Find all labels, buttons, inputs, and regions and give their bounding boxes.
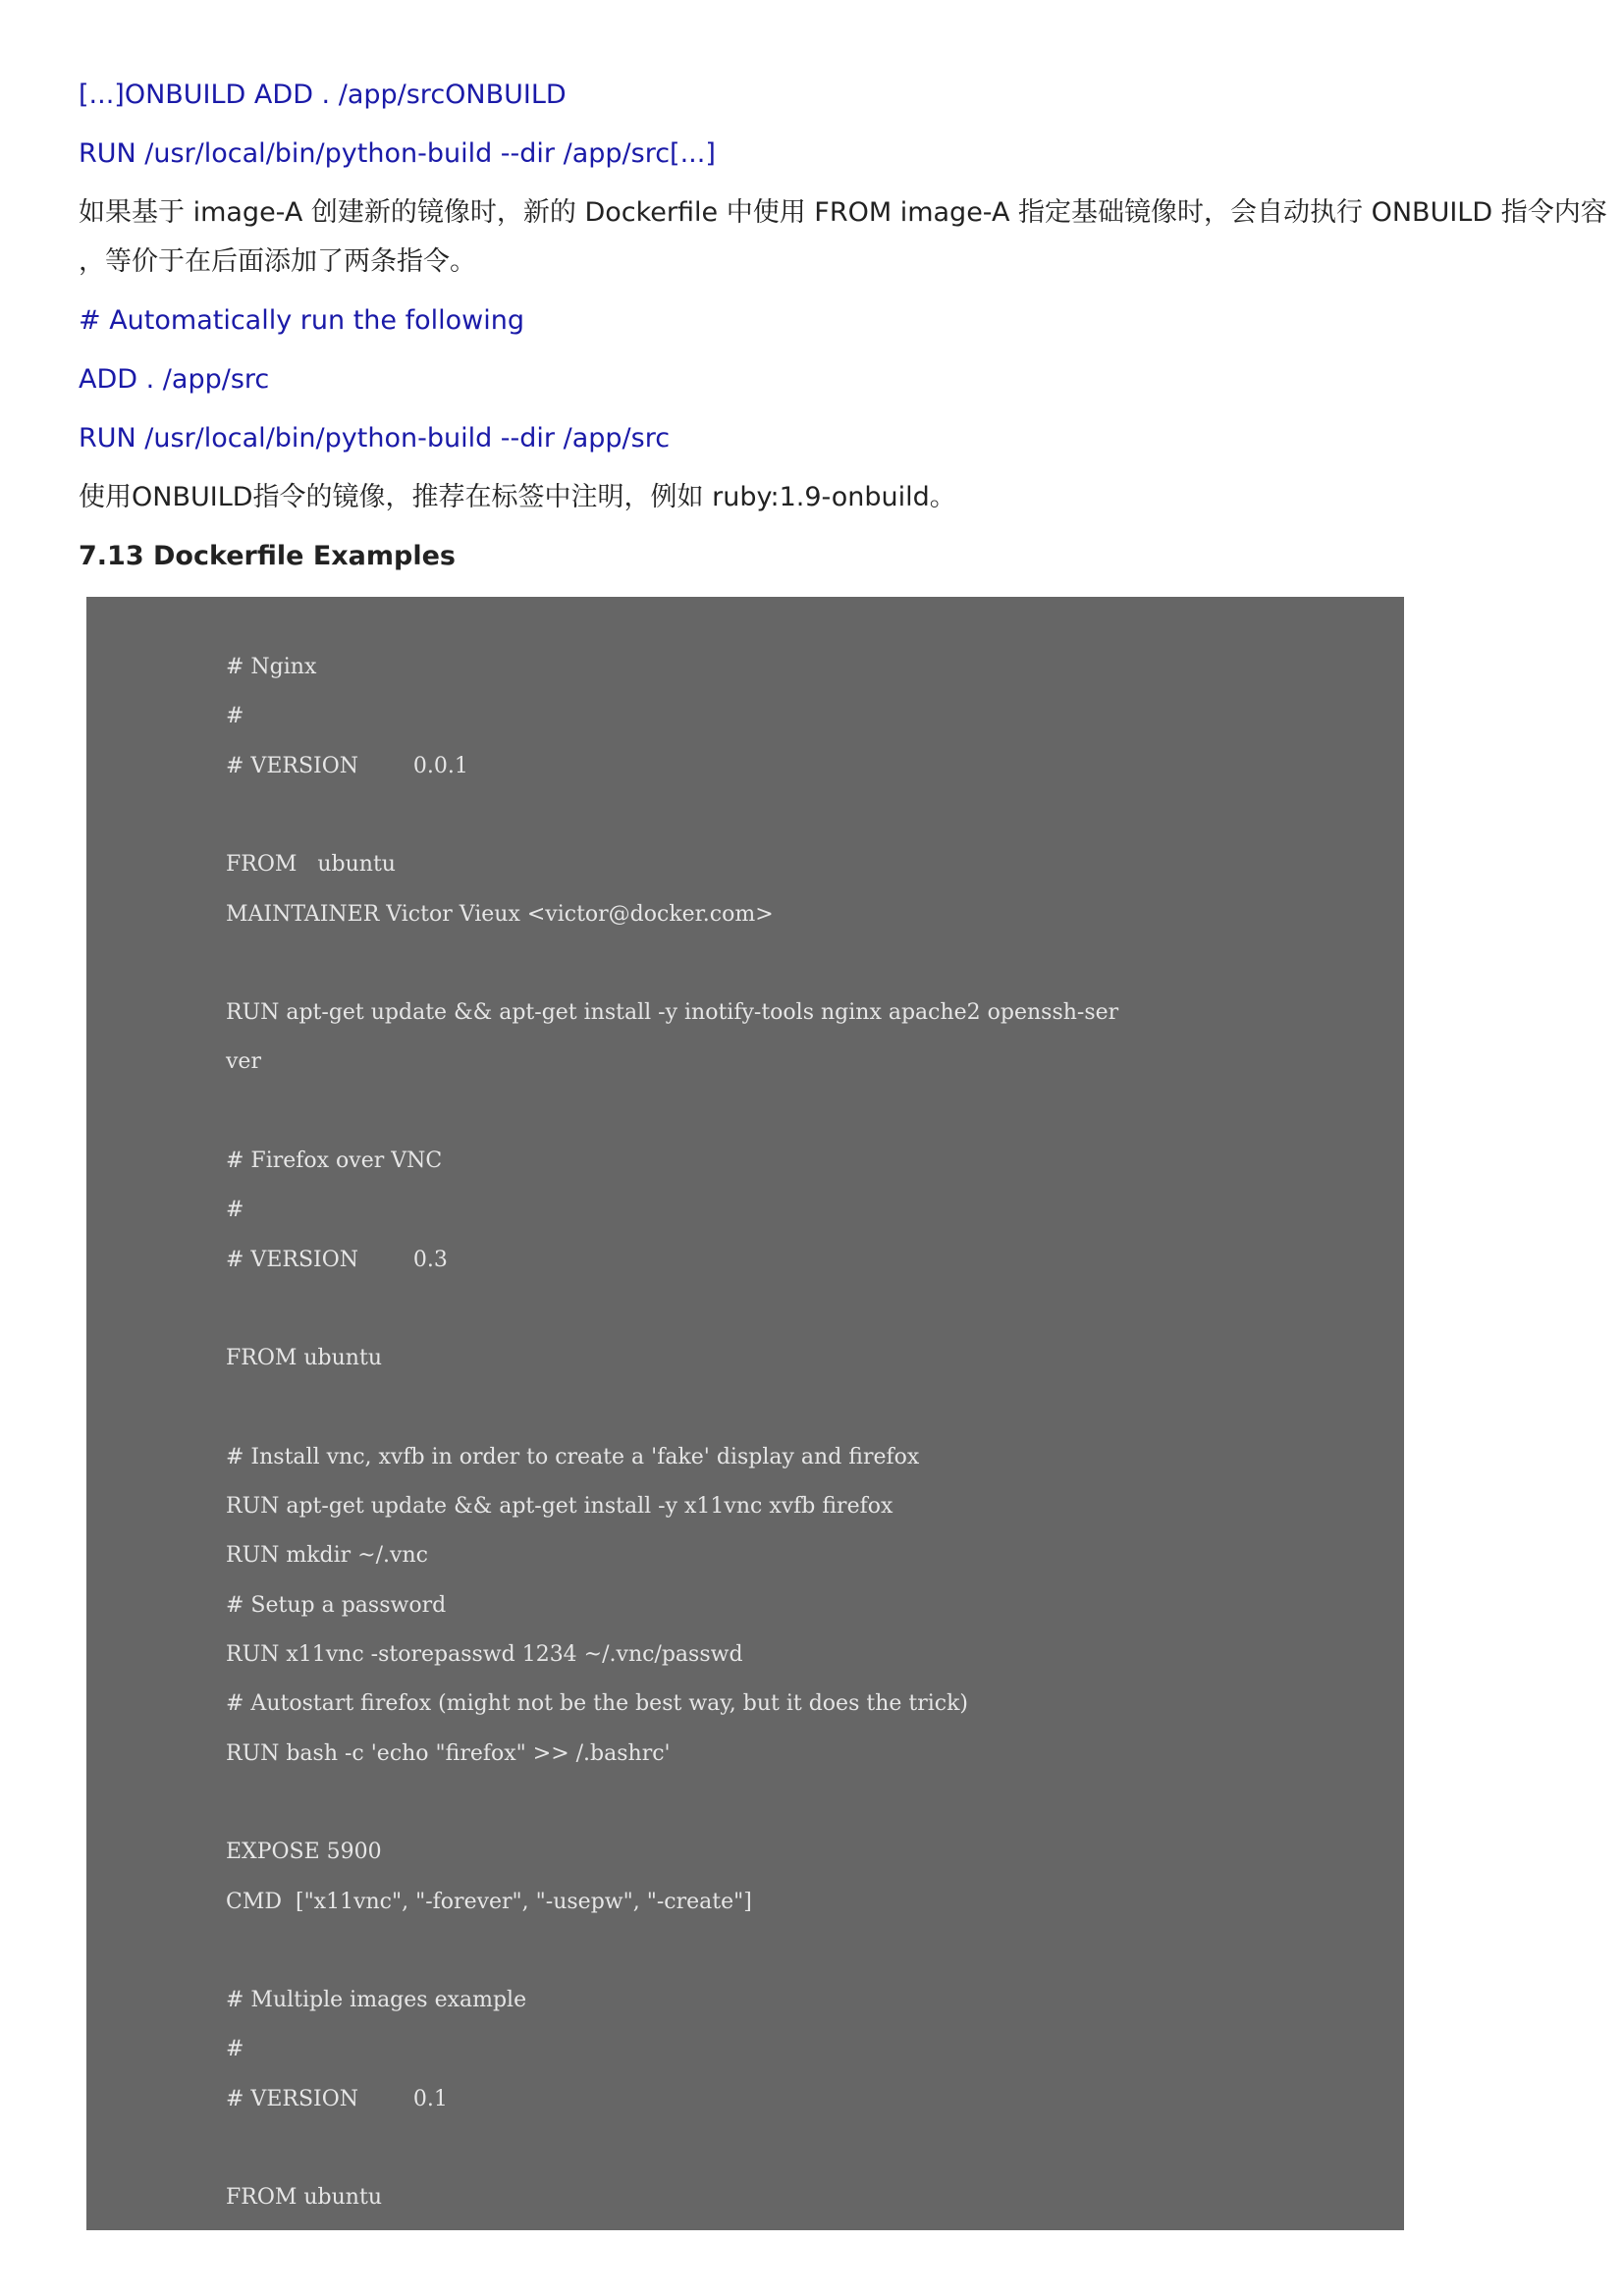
code-block bbox=[86, 597, 1404, 2230]
code-line: RUN mkdir ~/.vnc bbox=[226, 1543, 428, 1569]
code-line: EXPOSE 5900 bbox=[226, 1840, 382, 1865]
code-line: RUN x11vnc -storepasswd 1234 ~/.vnc/passwd bbox=[226, 1642, 743, 1667]
code-line: # bbox=[226, 704, 244, 729]
code-line: CMD ["x11vnc", "-forever", "-usepw", "-create"] bbox=[226, 1889, 752, 1914]
paragraph-line-1: 如果基于 image-A 创建新的镜像时，新的 Dockerfile 中使用 FROM image-A 指定基础镜像时，会自动执行 ONBUILD 指令内容 bbox=[79, 197, 1607, 228]
code-line: # bbox=[226, 1198, 244, 1223]
code-line: # Firefox over VNC bbox=[226, 1148, 443, 1173]
code-line: # Autostart firefox (might not be the best way, but it does the trick) bbox=[226, 1691, 969, 1717]
code-line: FROM ubuntu bbox=[226, 2185, 382, 2211]
code-line: # VERSION 0.0.1 bbox=[226, 753, 468, 778]
code-line: # bbox=[226, 2037, 244, 2062]
code-line: MAINTAINER Victor Vieux <victor@docker.com> bbox=[226, 901, 774, 927]
code-line: # VERSION 0.3 bbox=[226, 1247, 448, 1272]
code-line: FROM ubuntu bbox=[226, 1346, 382, 1371]
code-line: FROM ubuntu bbox=[226, 852, 396, 878]
section-heading: 7.13 Dockerfile Examples bbox=[79, 541, 456, 571]
code-line: RUN apt-get update && apt-get install -y x11vnc xvfb firefox bbox=[226, 1494, 893, 1520]
code-line: RUN apt-get update && apt-get install -y inotify-tools nginx apache2 openssh-ser bbox=[226, 1000, 1119, 1026]
code-line: # Multiple images example bbox=[226, 1988, 527, 2013]
intro-line-2: RUN /usr/local/bin/python-build --dir /app/src[...] bbox=[79, 138, 716, 169]
code-line: # VERSION 0.1 bbox=[226, 2086, 448, 2111]
intro-line-1: [...]ONBUILD ADD . /app/srcONBUILD bbox=[79, 80, 567, 110]
auto-line-1: # Automatically run the following bbox=[79, 305, 524, 336]
code-line: # Install vnc, xvfb in order to create a 'fake' display and firefox bbox=[226, 1444, 920, 1469]
auto-line-2: ADD . /app/src bbox=[79, 364, 270, 395]
code-line: ver bbox=[226, 1049, 261, 1075]
auto-line-3: RUN /usr/local/bin/python-build --dir /app/src bbox=[79, 423, 671, 454]
code-line: # Nginx bbox=[226, 655, 317, 679]
onbuild-note: 使用ONBUILD指令的镜像，推荐在标签中注明，例如 ruby:1.9-onbuild。 bbox=[79, 482, 956, 512]
code-line: # Setup a password bbox=[226, 1592, 447, 1618]
code-line: RUN bash -c 'echo "firefox" >> /.bashrc' bbox=[226, 1740, 671, 1766]
paragraph-line-2: ，等价于在后面添加了两条指令。 bbox=[79, 246, 476, 277]
